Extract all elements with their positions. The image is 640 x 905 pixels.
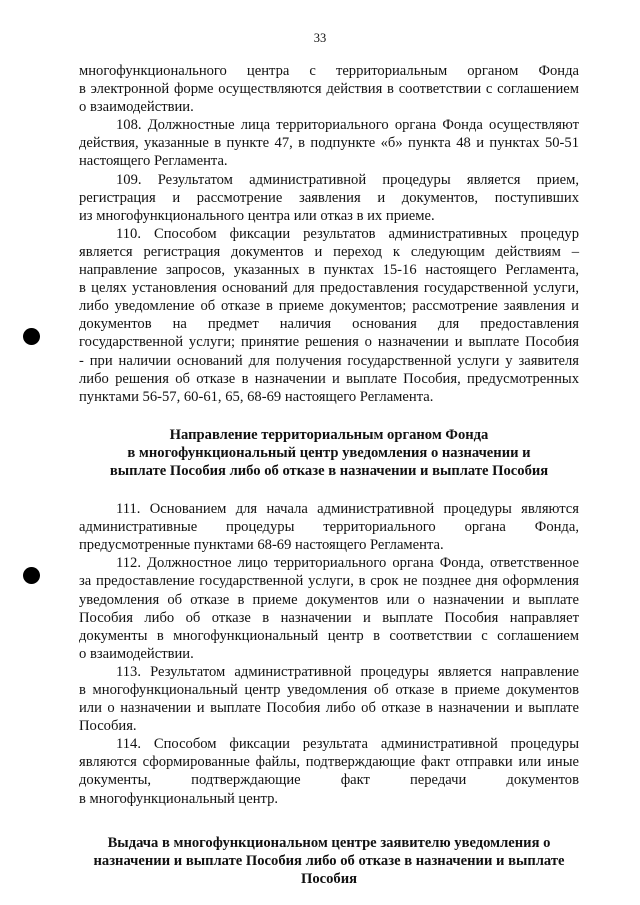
text-line: многофункционального центра с территориальным органом Фонда: [79, 63, 579, 79]
paragraph: [79, 225, 579, 406]
text-line: за предоставление государственной услуги, в срок не позднее дня оформления: [79, 573, 579, 590]
text-line: в многофункциональный центр уведомления об отказе в приеме документов: [79, 682, 579, 698]
text-line: 114. Способом фиксации результата административной процедуры: [116, 736, 579, 753]
text-line: или о назначении и выплате Пособия либо об отказе в назначении и выплате: [79, 700, 579, 717]
text-line: административные процедуры территориального органа Фонда,: [79, 519, 579, 536]
text-line: 110. Способом фиксации результатов административных процедур: [116, 225, 579, 242]
text-line: настоящего Регламента.: [79, 153, 228, 170]
text-line: в многофункциональный центр.: [79, 790, 279, 807]
text-line: либо уведомление об отказе в приеме документов; рассмотрение заявления и: [79, 298, 579, 315]
heading-line: в многофункциональный центр уведомления о назначении и: [127, 444, 531, 461]
text-line: 112. Должностное лицо территориального органа Фонда, ответственное: [116, 555, 579, 572]
punch-hole-mark-upper: [23, 328, 40, 345]
text-line: пунктами 56-57, 60-61, 65, 68-69 настоящего Регламента.: [79, 388, 434, 405]
text-line: направление запросов, указанных в пунктах 15-16 настоящего Регламента,: [79, 262, 579, 279]
heading-line: выплате Пособия либо об отказе в назначении и выплате Пособия: [109, 462, 549, 479]
text-line: документы, подтверждающие факт передачи документов: [79, 772, 579, 789]
text-line: в целях установления оснований для предоставления государственной услуги,: [79, 280, 579, 297]
heading-line: Выдача в многофункциональном центре заявителю уведомления о: [107, 834, 551, 851]
document-body: [79, 62, 579, 888]
text-line: - при наличии оснований для получения государственной услуги у заявителя: [79, 352, 579, 369]
text-line: о взаимодействии.: [79, 99, 194, 116]
text-line: является регистрация документов и переход к следующим действиям –: [79, 243, 579, 260]
text-line: предусмотренные пунктами 68-69 настоящего Регламента.: [79, 537, 444, 554]
text-line: регистрация и рассмотрение заявления и документов, поступивших: [79, 189, 579, 206]
text-line: государственной услуги; принятие решения о назначении и выплате Пособия: [79, 334, 579, 351]
paragraph: [79, 554, 579, 663]
paragraph: [79, 735, 579, 807]
text-line: либо решения об отказе в назначении и выплате Пособия, предусмотренных: [79, 370, 579, 387]
text-line: являются сформированные файлы, подтверждающие факт отправки или иные: [79, 754, 579, 771]
text-line: документов на предмет наличия основания для предоставления: [79, 316, 579, 333]
text-line: из многофункционального центра или отказ в их приеме.: [79, 207, 435, 224]
text-line: действия, указанные в пункте 47, в подпункте «б» пункта 48 и пунктах 50-51: [79, 135, 579, 152]
text-line: Пособия.: [79, 718, 137, 735]
text-line: документы в многофункциональный центр в соответствии с соглашением: [79, 627, 579, 644]
text-line: в электронной форме осуществляются действия в соответствии с соглашением: [79, 81, 579, 98]
paragraph: [79, 171, 579, 225]
text-line: уведомления об отказе в приеме документов или о назначении и выплате: [79, 591, 579, 608]
punch-hole-mark-lower: [23, 567, 40, 584]
heading-line: назначении и выплате Пособия либо об отказе в назначении и выплате: [93, 852, 565, 869]
heading-line: Пособия: [300, 870, 358, 887]
text-line: Пособия либо об отказе в назначении и выплате Пособия направляет: [79, 609, 579, 626]
paragraph: [79, 62, 579, 116]
text-line: 108. Должностные лица территориального органа Фонда осуществляют: [116, 117, 579, 134]
text-line: 111. Основанием для начала административной процедуры являются: [116, 501, 579, 518]
heading-line: Направление территориальным органом Фонда: [169, 426, 489, 443]
paragraph: [79, 500, 579, 554]
text-line: 113. Результатом административной процедуры является направление: [116, 663, 579, 680]
section-heading: [79, 426, 579, 480]
paragraph: [79, 116, 579, 170]
text-line: о взаимодействии.: [79, 645, 194, 662]
paragraph: [79, 663, 579, 735]
text-line: 109. Результатом административной процедуры является прием,: [116, 171, 579, 188]
section-heading: [79, 834, 579, 888]
page-number: 33: [313, 31, 327, 45]
